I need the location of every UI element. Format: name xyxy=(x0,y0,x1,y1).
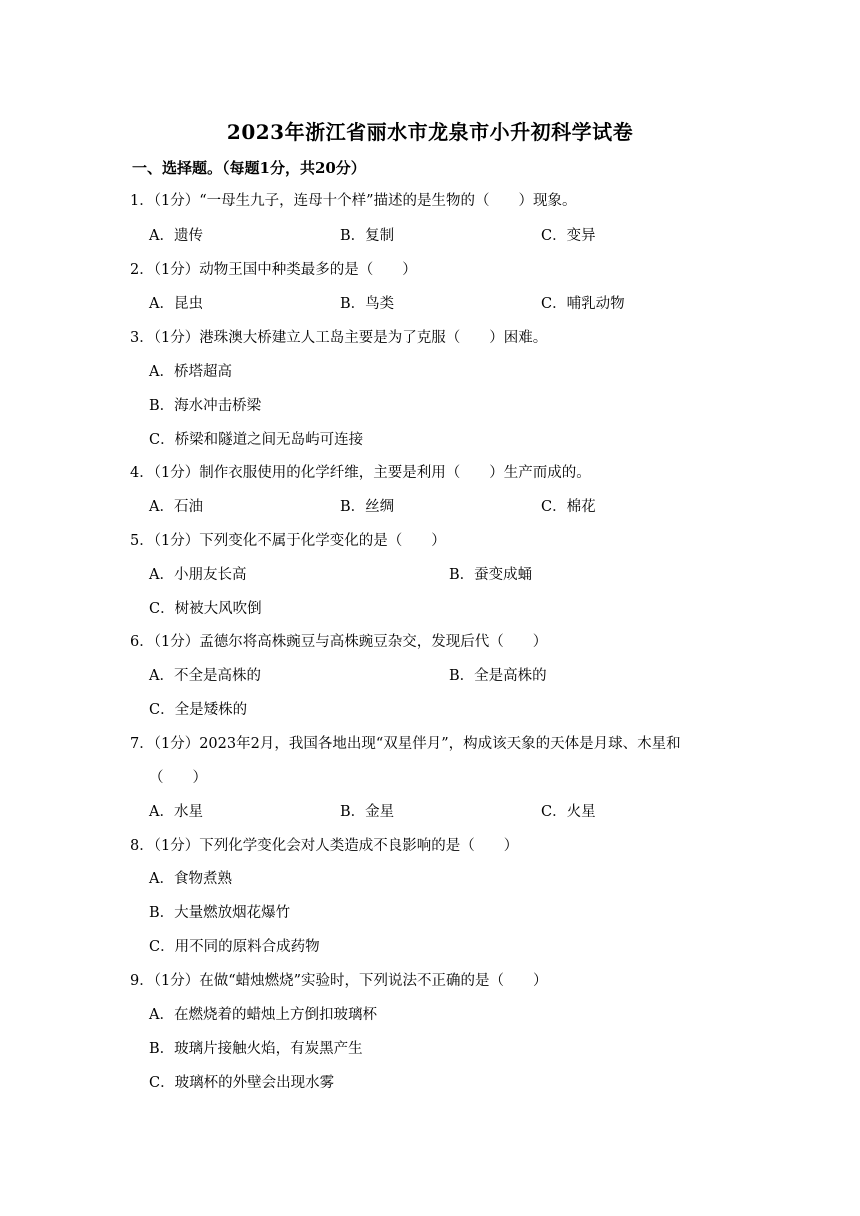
q9-option-b: B．玻璃片接触火焰，有炭黑产生 xyxy=(149,1041,363,1057)
q3-option-c: C．桥梁和隧道之间无岛屿可连接 xyxy=(149,432,364,448)
q4-option-b: B．丝绸 xyxy=(340,499,395,515)
q7-option-a: A．水星 xyxy=(149,804,203,820)
q9-option-a: A．在燃烧着的蜡烛上方倒扣玻璃杯 xyxy=(149,1007,377,1023)
question-6: 6．（1分）孟德尔将高株豌豆与高株豌豆杂交，发现后代（ ） xyxy=(130,634,548,650)
q6-option-c: C．全是矮株的 xyxy=(149,702,248,718)
q7-option-b: B．金星 xyxy=(340,804,395,820)
section-heading: 一、选择题。（每题1分，共20分） xyxy=(132,159,366,177)
q2-option-c: C．哺乳动物 xyxy=(541,296,625,312)
question-8: 8．（1分）下列化学变化会对人类造成不良影响的是（ ） xyxy=(130,838,519,854)
q8-option-b: B．大量燃放烟花爆竹 xyxy=(149,905,291,921)
q1-option-c: C．变异 xyxy=(541,228,596,244)
question-1: 1．（1分）“一母生九子，连母十个样”描述的是生物的（ ）现象。 xyxy=(130,193,577,209)
question-4: 4．（1分）制作衣服使用的化学纤维，主要是利用（ ）生产而成的。 xyxy=(130,465,591,481)
q2-option-b: B．鸟类 xyxy=(340,296,395,312)
question-7-continuation: （ ） xyxy=(149,770,207,786)
q5-option-a: A．小朋友长高 xyxy=(149,567,247,583)
q6-option-a: A．不全是高株的 xyxy=(149,668,261,684)
q4-option-a: A．石油 xyxy=(149,499,203,515)
q4-option-c: C．棉花 xyxy=(541,499,596,515)
q8-option-c: C．用不同的原料合成药物 xyxy=(149,939,320,955)
q6-option-b: B．全是高株的 xyxy=(449,668,547,684)
question-2: 2．（1分）动物王国中种类最多的是（ ） xyxy=(130,262,417,278)
question-5: 5．（1分）下列变化不属于化学变化的是（ ） xyxy=(130,533,446,549)
q8-option-a: A．食物煮熟 xyxy=(149,871,232,887)
q5-option-b: B．蚕变成蛹 xyxy=(449,567,533,583)
q3-option-b: B．海水冲击桥梁 xyxy=(149,398,262,414)
q2-option-a: A．昆虫 xyxy=(149,296,203,312)
question-3: 3．（1分）港珠澳大桥建立人工岛主要是为了克服（ ）困难。 xyxy=(130,330,548,346)
question-9: 9．（1分）在做“蜡烛燃烧”实验时，下列说法不正确的是（ ） xyxy=(130,973,548,989)
exam-title: 2023年浙江省丽水市龙泉市小升初科学试卷 xyxy=(226,120,634,144)
q5-option-c: C．树被大风吹倒 xyxy=(149,601,262,617)
q1-option-b: B．复制 xyxy=(340,228,395,244)
question-7: 7．（1分）2023年2月，我国各地出现“双星伴月”，构成该天象的天体是月球、木星和 xyxy=(130,736,681,752)
q1-option-a: A．遗传 xyxy=(149,228,203,244)
q9-option-c: C．玻璃杯的外壁会出现水雾 xyxy=(149,1075,335,1091)
q7-option-c: C．火星 xyxy=(541,804,596,820)
q3-option-a: A．桥塔超高 xyxy=(149,364,232,380)
